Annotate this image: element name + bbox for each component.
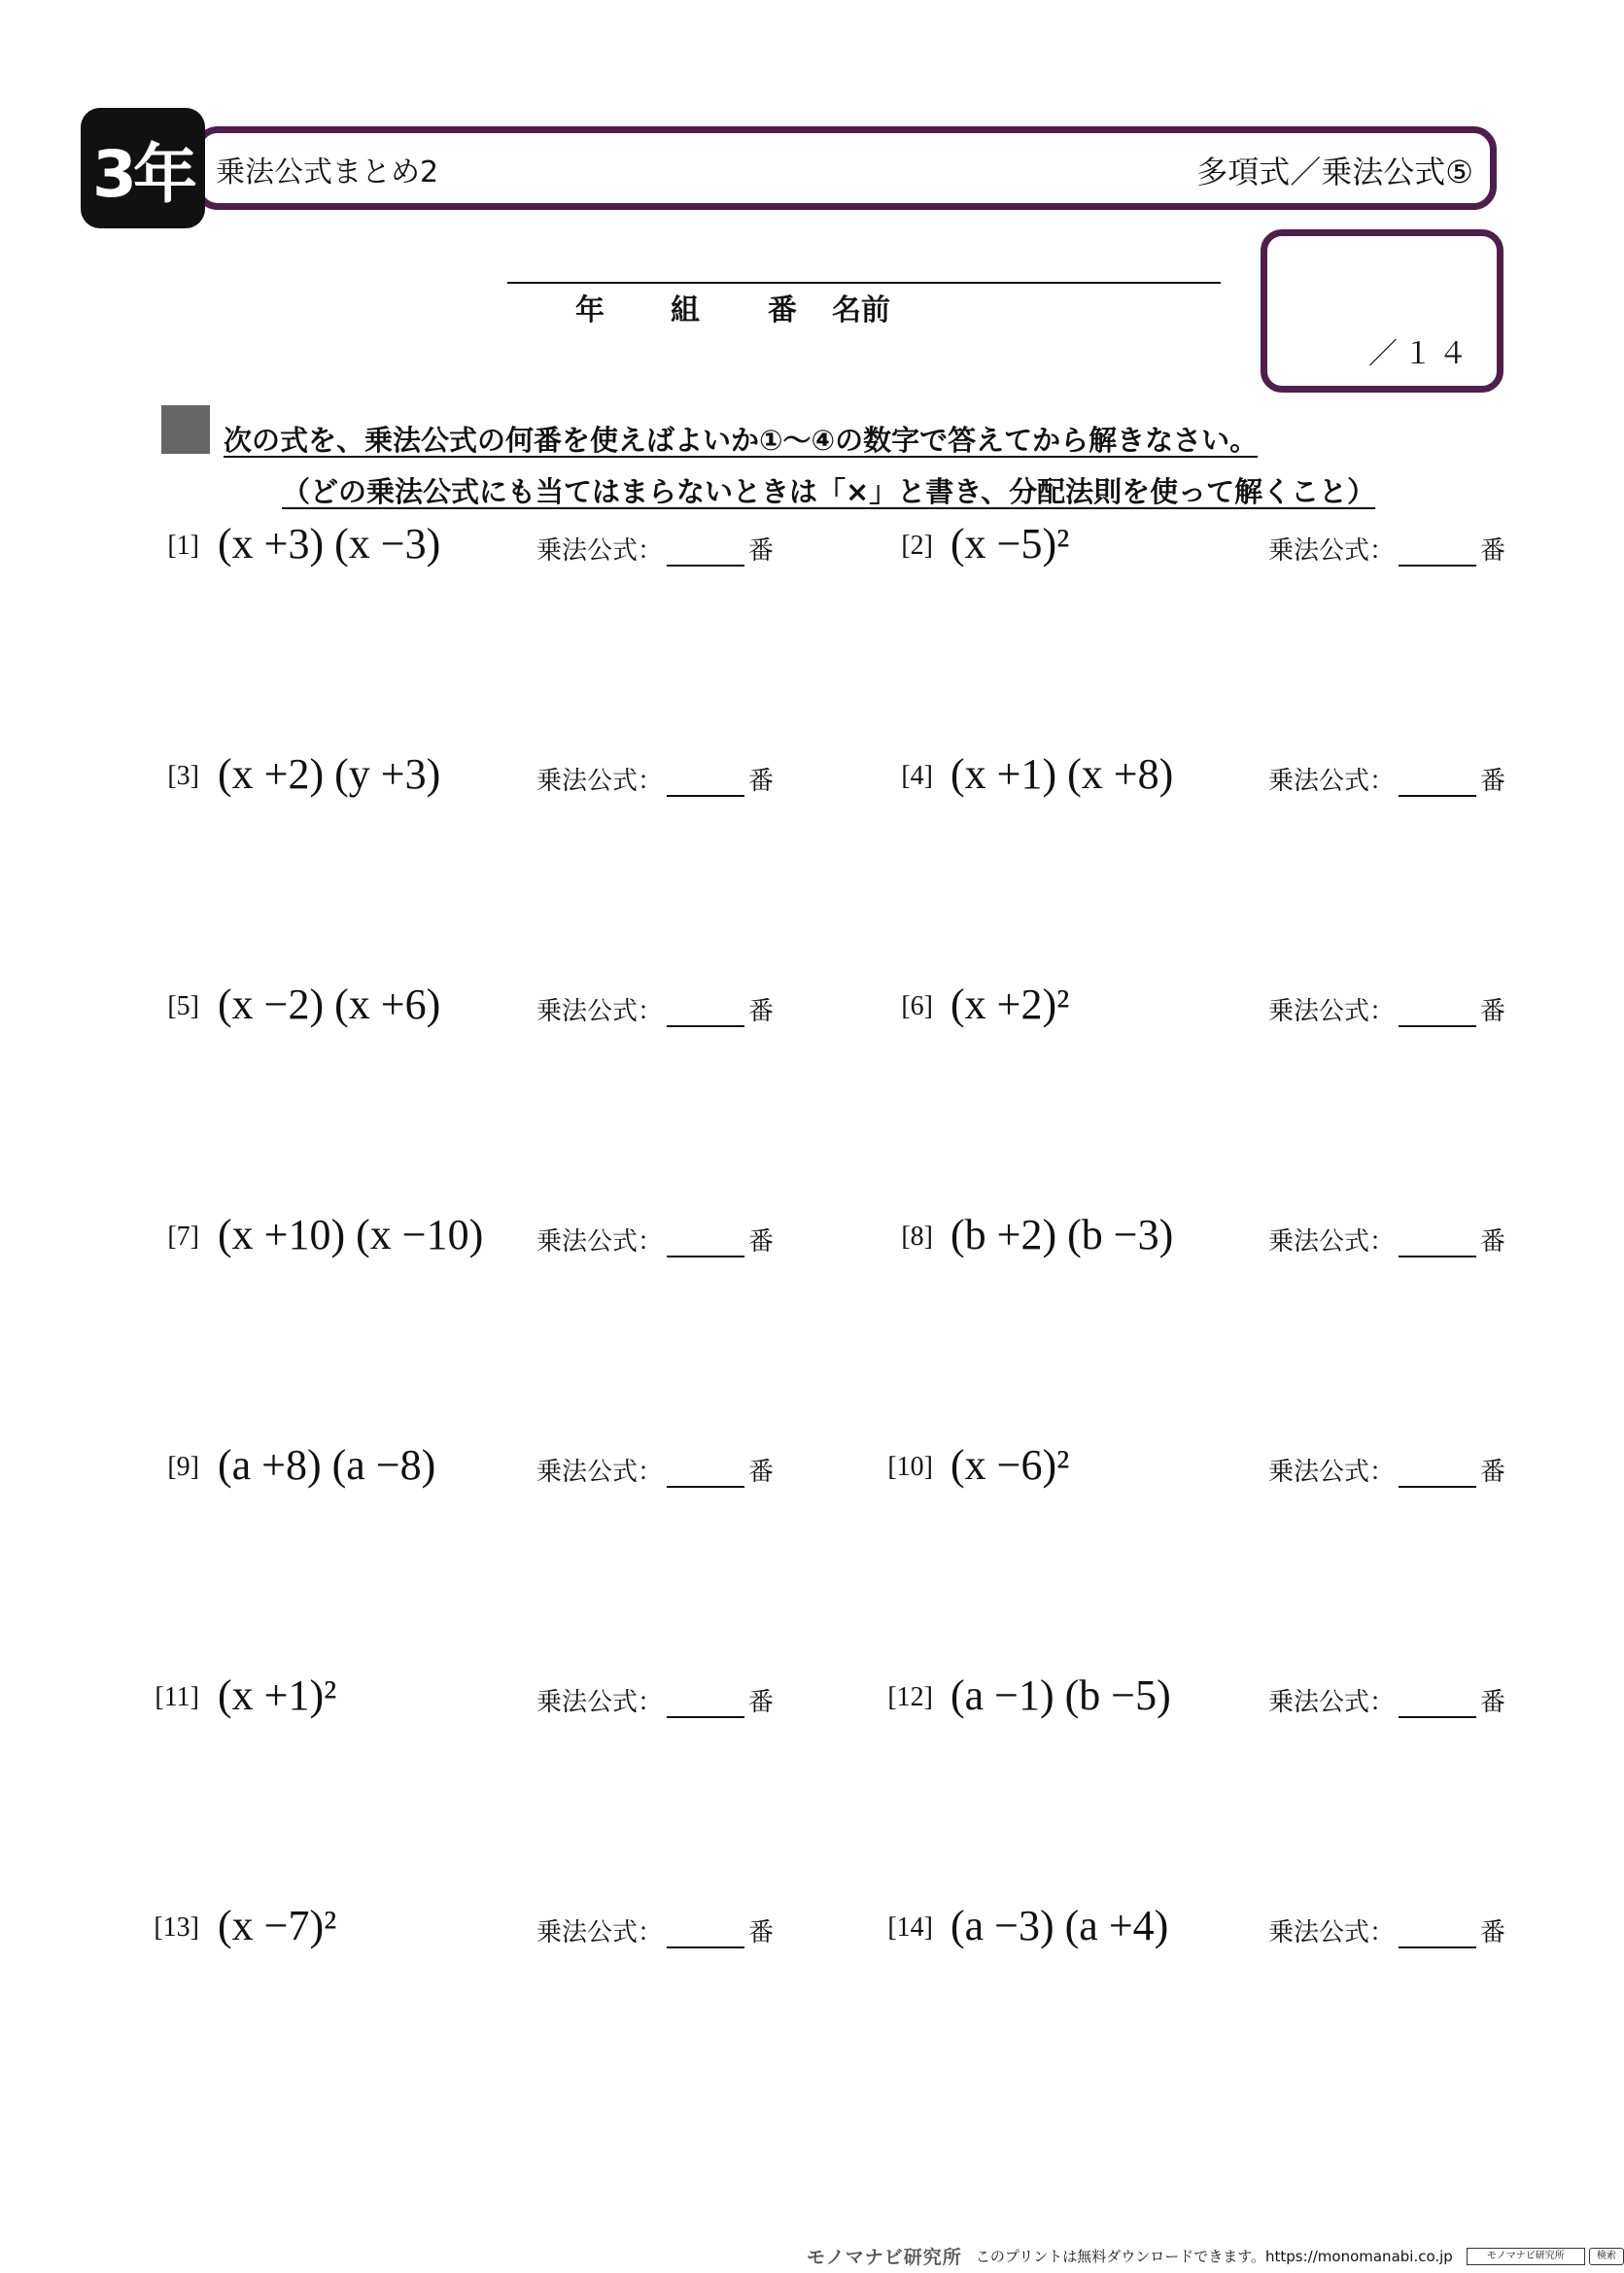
formula-answer-blank[interactable] — [1399, 1230, 1476, 1257]
problem-number: [4] — [901, 761, 933, 791]
problem-2 — [0, 519, 1607, 577]
formula-label: 乗法公式： — [536, 536, 664, 566]
instruction-main: 次の式を、乗法公式の何番を使えばよいか①～④の数字で答えてから解きなさい。 — [224, 424, 1259, 457]
footer-logo: モノマナビ研究所 — [807, 2247, 962, 2268]
formula-answer-blank[interactable] — [1399, 1921, 1476, 1948]
problem-expression: (x +10) (x −10) — [218, 1211, 484, 1258]
problem-8 — [0, 1210, 1607, 1268]
problem-number: [2] — [901, 531, 933, 561]
problem-expression: (a −1) (b −5) — [950, 1671, 1171, 1719]
problem-number: [9] — [167, 1452, 199, 1482]
formula-suffix: 番 — [1480, 1227, 1506, 1257]
year-label: 年 — [575, 293, 605, 327]
formula-answer — [1268, 991, 1505, 1027]
formula-answer — [1268, 761, 1505, 797]
formula-label: 乗法公式： — [1268, 1918, 1396, 1947]
score-total: ／１４ — [1368, 337, 1473, 371]
formula-suffix: 番 — [748, 536, 775, 566]
footer-search-box: モノマナビ研究所 — [1467, 2248, 1585, 2265]
number-label: 番 — [768, 293, 797, 327]
formula-answer-blank[interactable] — [1399, 1691, 1476, 1718]
instruction-note: （どの乗法公式にも当てはまらないときは「×」と書き、分配法則を使って解くこと） — [282, 475, 1376, 508]
problem-number: [5] — [167, 991, 199, 1021]
worksheet-topic: 多項式／乗法公式⑤ — [1196, 154, 1473, 190]
formula-suffix: 番 — [1480, 997, 1506, 1026]
formula-label: 乗法公式： — [536, 1458, 664, 1487]
problem-expression: (x +2)² — [950, 981, 1070, 1028]
formula-suffix: 番 — [1480, 1458, 1506, 1487]
problem-number: [14] — [887, 1912, 933, 1943]
problem-expression: (b +2) (b −3) — [950, 1211, 1174, 1258]
score-box — [1261, 229, 1503, 393]
problem-number: [11] — [155, 1682, 199, 1712]
problem-number: [3] — [167, 761, 199, 791]
formula-label: 乗法公式： — [536, 1227, 664, 1257]
problem-expression: (x −7)² — [218, 1902, 337, 1949]
problem-number: [13] — [154, 1912, 199, 1943]
formula-suffix: 番 — [1480, 536, 1506, 566]
formula-answer-blank[interactable] — [1399, 1000, 1476, 1027]
problem-number: [12] — [887, 1682, 933, 1712]
problem-number: [6] — [901, 991, 933, 1021]
formula-label: 乗法公式： — [1268, 1688, 1396, 1717]
problem-14 — [0, 1901, 1607, 1959]
problem-number: [1] — [167, 531, 199, 561]
grade-badge: 3年 — [81, 108, 205, 228]
formula-suffix: 番 — [748, 767, 775, 796]
problem-expression: (x +1) (x +8) — [950, 750, 1174, 798]
formula-suffix: 番 — [748, 1227, 775, 1257]
footer — [807, 2243, 1624, 2269]
formula-answer — [1268, 1452, 1505, 1488]
problem-expression: (x +3) (x −3) — [218, 520, 441, 568]
formula-label: 乗法公式： — [536, 1918, 664, 1947]
formula-suffix: 番 — [1480, 767, 1506, 796]
formula-answer-blank[interactable] — [1399, 1461, 1476, 1488]
name-underline — [507, 282, 1221, 284]
formula-suffix: 番 — [1480, 1918, 1506, 1947]
problem-expression: (x −6)² — [950, 1441, 1070, 1489]
formula-label: 乗法公式： — [536, 767, 664, 796]
problem-6 — [0, 980, 1607, 1038]
formula-suffix: 番 — [748, 1688, 775, 1717]
formula-label: 乗法公式： — [536, 1688, 664, 1717]
formula-label: 乗法公式： — [1268, 1227, 1396, 1257]
formula-answer — [1268, 531, 1505, 567]
problem-number: [8] — [901, 1222, 933, 1252]
footer-search — [1467, 2248, 1624, 2265]
formula-label: 乗法公式： — [1268, 536, 1396, 566]
formula-answer — [1268, 1682, 1505, 1718]
problem-expression: (x +1)² — [218, 1671, 337, 1719]
problem-expression: (x −5)² — [950, 520, 1070, 568]
problem-expression: (x −2) (x +6) — [218, 981, 441, 1028]
problem-expression: (a +8) (a −8) — [218, 1441, 436, 1489]
footer-text: このプリントは無料ダウンロードできます。https://monomanabi.co.jp — [975, 2248, 1453, 2265]
formula-suffix: 番 — [1480, 1688, 1506, 1717]
formula-answer-blank[interactable] — [1399, 770, 1476, 797]
problem-expression: (a −3) (a +4) — [950, 1902, 1169, 1949]
name-label: 名前 — [832, 293, 890, 327]
problem-number: [7] — [167, 1222, 199, 1252]
problem-12 — [0, 1670, 1607, 1729]
problem-4 — [0, 749, 1607, 808]
instruction-marker — [161, 405, 210, 454]
problem-expression: (x +2) (y +3) — [218, 750, 441, 798]
formula-suffix: 番 — [748, 1918, 775, 1947]
formula-label: 乗法公式： — [536, 997, 664, 1026]
formula-label: 乗法公式： — [1268, 997, 1396, 1026]
formula-suffix: 番 — [748, 1458, 775, 1487]
formula-label: 乗法公式： — [1268, 767, 1396, 796]
formula-answer — [1268, 1222, 1505, 1257]
worksheet-title: 乗法公式まとめ2 — [216, 155, 439, 189]
formula-answer-blank[interactable] — [1399, 539, 1476, 567]
problem-number: [10] — [887, 1452, 933, 1482]
problem-10 — [0, 1440, 1607, 1498]
formula-label: 乗法公式： — [1268, 1458, 1396, 1487]
footer-search-button: 検索 — [1589, 2248, 1624, 2265]
formula-answer — [1268, 1912, 1505, 1948]
formula-suffix: 番 — [748, 997, 775, 1026]
class-label: 組 — [671, 293, 700, 327]
